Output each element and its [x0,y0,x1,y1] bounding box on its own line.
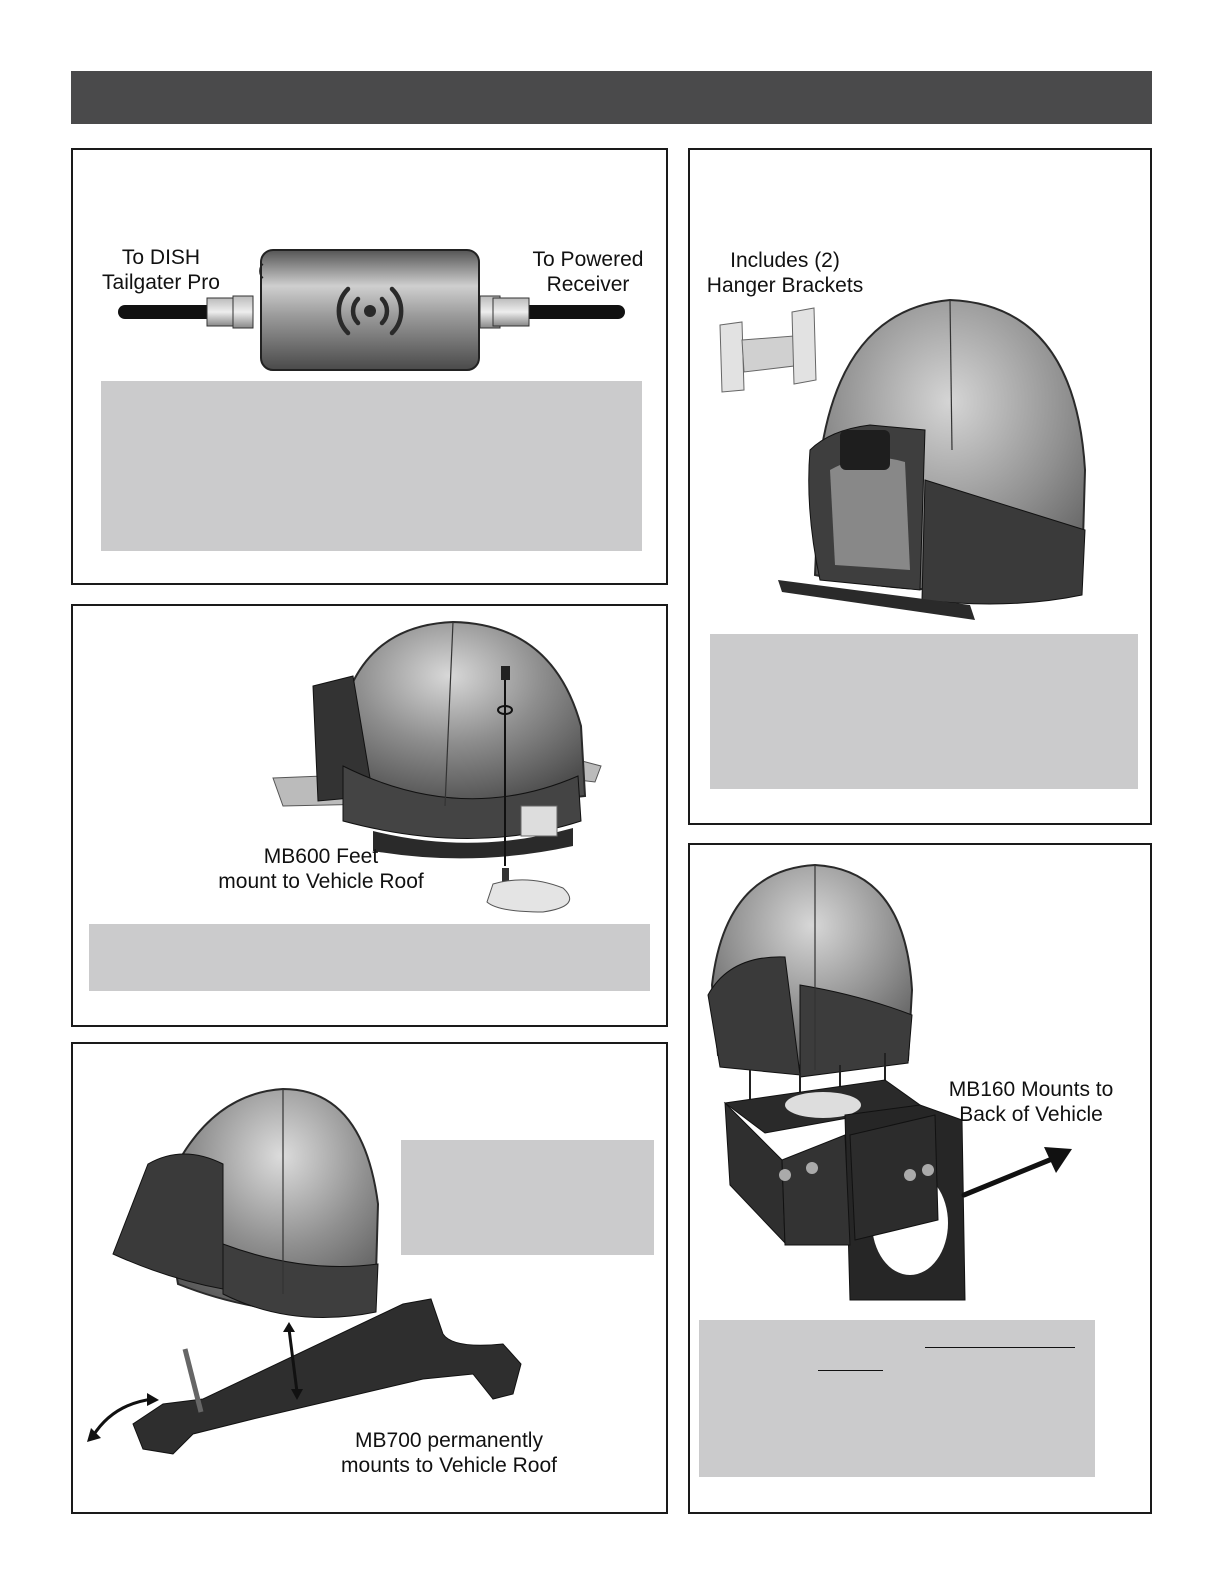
mb160-caption: MB160 Mounts to Back of Vehicle [948,1078,1114,1126]
text-box [101,381,642,551]
wireless-signal-icon [336,280,404,342]
mb600-panel [71,604,668,1027]
underline-mark [925,1347,1075,1348]
text-box [710,634,1138,789]
to-dish-label: To DISH Tailgater Pro [102,246,220,294]
mb700-caption: MB700 permanently mounts to Vehicle Roof [341,1429,557,1477]
hanger-brackets-caption: Includes (2) Hanger Brackets [706,249,864,297]
text-box [699,1320,1095,1477]
mb700-panel [71,1042,668,1514]
connector-panel [71,148,668,585]
hanger-brackets-panel [688,148,1152,825]
text-box [89,924,650,991]
header-bar [71,71,1152,124]
mb160-panel [688,843,1152,1514]
mb600-caption: MB600 Feet mount to Vehicle Roof [218,845,424,893]
text-box [401,1140,654,1255]
underline-mark [818,1370,883,1371]
to-receiver-label: To Powered Receiver [532,248,644,296]
arrow-icon [960,1141,1080,1201]
